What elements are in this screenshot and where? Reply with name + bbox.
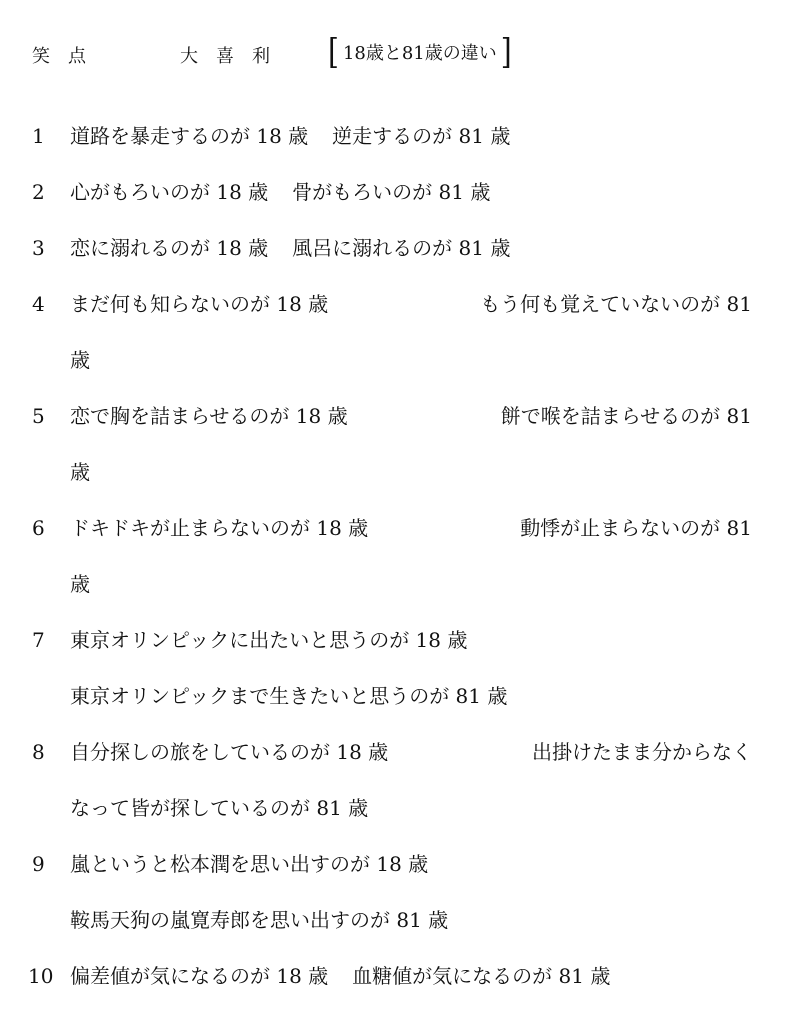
item-text-81: 骨がもろいのが 81 歳 bbox=[292, 180, 491, 204]
item-text-18: 嵐というと松本潤を思い出すのが 18 歳 bbox=[70, 852, 429, 876]
item-text-81: 餅で喉を詰まらせるのが 81 bbox=[500, 404, 752, 428]
list-item bbox=[32, 220, 752, 276]
right-bracket-icon: ] bbox=[500, 30, 512, 72]
list-item bbox=[32, 276, 752, 388]
item-text-continued: 歳 bbox=[70, 460, 90, 484]
item-number: 9 bbox=[32, 852, 45, 876]
item-text-continued: 歳 bbox=[70, 348, 90, 372]
list-item bbox=[32, 612, 752, 724]
item-text-18: 恋で胸を詰まらせるのが 18 歳 bbox=[70, 404, 348, 428]
item-text-18: 心がもろいのが 18 歳 bbox=[70, 180, 269, 204]
item-text-81: 出掛けたまま分からなく bbox=[532, 740, 752, 764]
item-text-18: ドキドキが止まらないのが 18 歳 bbox=[70, 516, 369, 540]
item-number: 10 bbox=[28, 964, 54, 988]
list-item bbox=[32, 108, 752, 164]
item-text-81: 血糖値が気になるのが 81 歳 bbox=[352, 964, 611, 988]
theme-box bbox=[328, 30, 512, 72]
item-text-18: まだ何も知らないのが 18 歳 bbox=[70, 292, 329, 316]
item-text-18: 自分探しの旅をしているのが 18 歳 bbox=[70, 740, 389, 764]
item-text-81: 鞍馬天狗の嵐寛寿郎を思い出すのが 81 歳 bbox=[70, 908, 449, 932]
item-text-81: 動悸が止まらないのが 81 bbox=[520, 516, 752, 540]
list-item bbox=[32, 724, 752, 836]
item-text-81: もう何も覚えていないのが 81 bbox=[480, 292, 752, 316]
item-number: 7 bbox=[32, 628, 45, 652]
item-number: 5 bbox=[32, 404, 45, 428]
item-number: 2 bbox=[32, 180, 45, 204]
left-bracket-icon: [ bbox=[328, 30, 339, 72]
list-item bbox=[32, 164, 752, 220]
theme-title: 18歳と81歳の違い bbox=[342, 43, 497, 64]
list-item bbox=[32, 836, 752, 948]
item-text-81: 東京オリンピックまで生きたいと思うのが 81 歳 bbox=[70, 684, 508, 708]
item-text-continued: なって皆が探しているのが 81 歳 bbox=[70, 796, 369, 820]
author-name: 大喜利 bbox=[180, 46, 288, 67]
item-text-81: 逆走するのが 81 歳 bbox=[332, 124, 511, 148]
item-text-continued: 歳 bbox=[70, 572, 90, 596]
item-number: 6 bbox=[32, 516, 45, 540]
list-item bbox=[32, 500, 752, 612]
item-number: 8 bbox=[32, 740, 45, 764]
section-title: 笑点 bbox=[32, 46, 104, 67]
item-number: 4 bbox=[32, 292, 45, 316]
item-text-18: 恋に溺れるのが 18 歳 bbox=[70, 236, 269, 260]
item-number: 3 bbox=[32, 236, 45, 260]
list-item bbox=[32, 388, 752, 500]
item-number: 1 bbox=[32, 124, 45, 148]
item-text-18: 道路を暴走するのが 18 歳 bbox=[70, 124, 309, 148]
list-item bbox=[28, 948, 752, 1004]
joke-list bbox=[28, 108, 752, 1004]
item-text-81: 風呂に溺れるのが 81 歳 bbox=[292, 236, 511, 260]
item-text-18: 偏差値が気になるのが 18 歳 bbox=[70, 964, 329, 988]
item-text-18: 東京オリンピックに出たいと思うのが 18 歳 bbox=[70, 628, 468, 652]
